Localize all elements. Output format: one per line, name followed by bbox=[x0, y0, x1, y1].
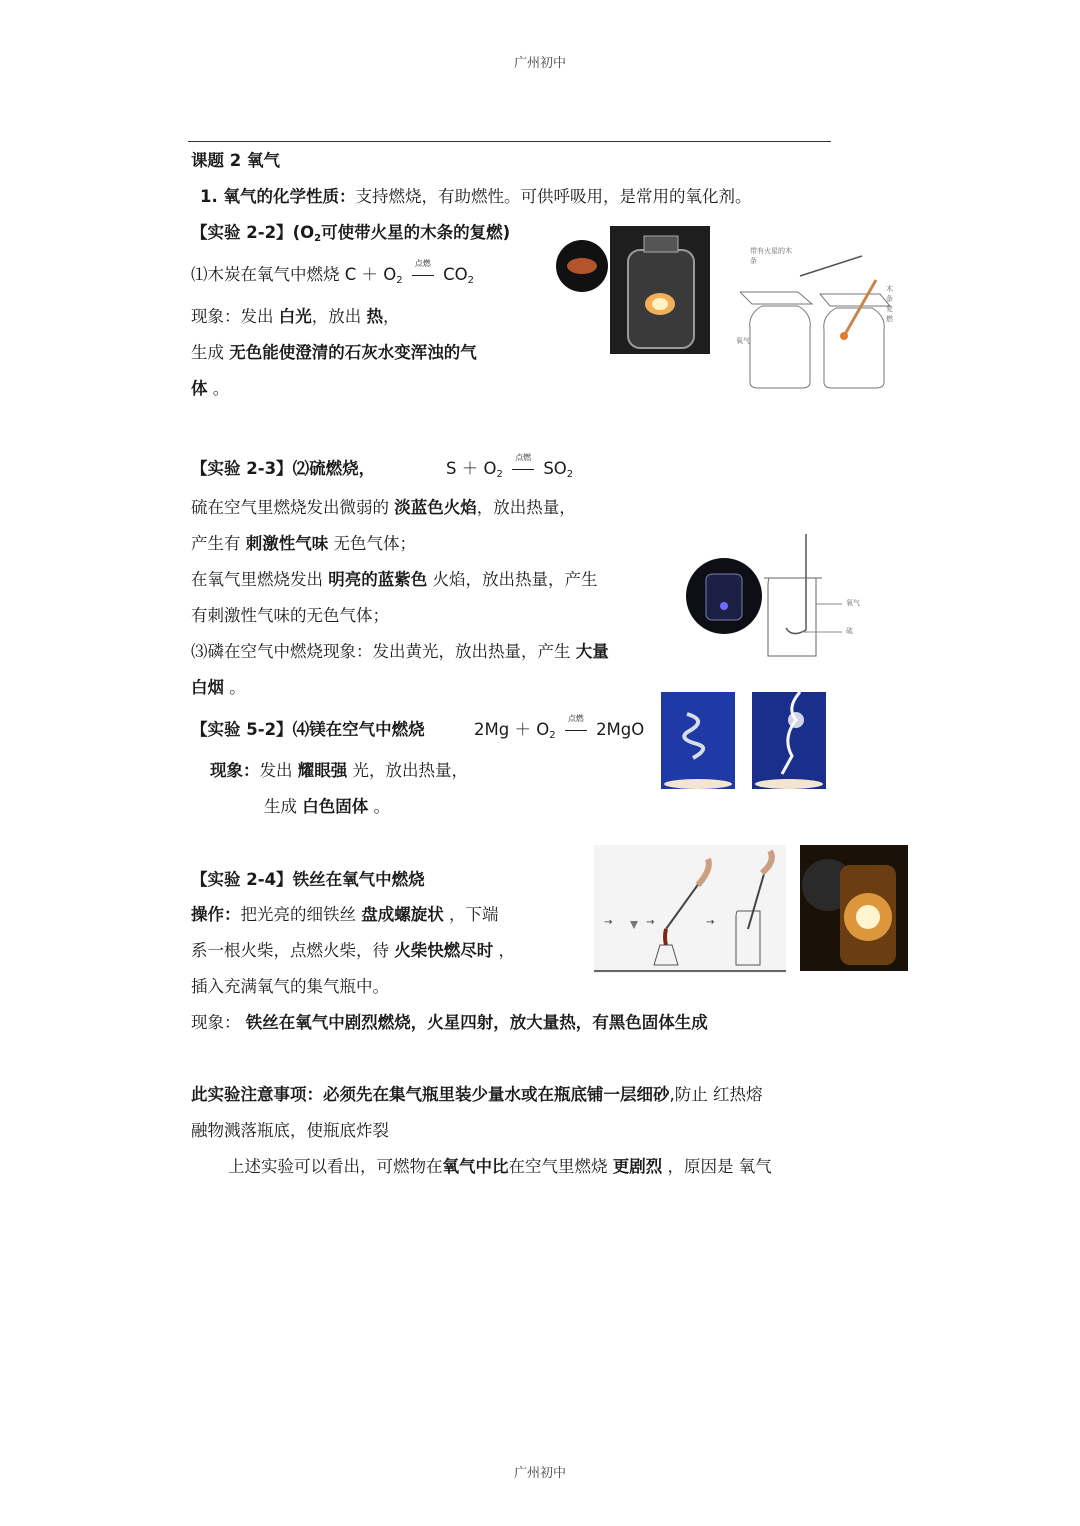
rekindle-label: 木条复燃 bbox=[886, 285, 893, 323]
exp23-line-6: 白烟 。 bbox=[191, 678, 246, 697]
exp23-line-1: 硫在空气里燃烧发出微弱的 淡蓝色火焰，放出热量， bbox=[191, 498, 576, 517]
intro-head: 1. 氧气的化学性质： bbox=[200, 187, 356, 206]
sulfur-label: 硫 bbox=[846, 627, 853, 635]
iron-wire-procedure-illustration bbox=[594, 845, 786, 973]
exp22-heading bbox=[191, 222, 510, 250]
sulfur-burning-photo bbox=[684, 558, 764, 634]
exp52-heading: 【实验 5-2】⑷镁在空气中燃烧 bbox=[191, 720, 425, 739]
reaction-arrow: 点燃 bbox=[561, 719, 591, 741]
sulfur-diagram bbox=[760, 534, 880, 660]
exp22-label: 【实验 2-2】 bbox=[191, 223, 293, 242]
intro-body: 支持燃烧，有助燃性。可供呼吸用，是常用的氧化剂。 bbox=[355, 187, 752, 206]
exp23-line-2: 产生有 刺激性气味 无色气体； bbox=[191, 534, 416, 553]
notice-line-1: 此实验注意事项：必须先在集气瓶里装少量水或在瓶底铺一层细砂,防止 红热熔 bbox=[191, 1085, 763, 1104]
exp23-line-4: 有刺激性气味的无色气体； bbox=[191, 606, 389, 625]
oxygen-label: 氧气 bbox=[846, 599, 860, 607]
exp22-equation: ⑴木炭在氧气中燃烧 $C + O_2$ 点燃 $CO_2$ bbox=[191, 259, 475, 286]
exp24-operation-line-3: 插入充满氧气的集气瓶中。 bbox=[191, 977, 389, 996]
exp22-product-line-2: 体 。 bbox=[191, 379, 230, 398]
page-header: 广州初中 bbox=[513, 56, 566, 71]
magnesium-burning-photo bbox=[752, 692, 826, 789]
exp24-operation-line-2: 系一根火柴，点燃火柴，待 火柴快燃尽时 ， bbox=[191, 941, 515, 960]
splint-diagram bbox=[736, 244, 900, 392]
intro-line bbox=[200, 186, 752, 208]
lesson-title: 课题 2 氧气 bbox=[191, 151, 280, 170]
exp24-heading: 【实验 2-4】铁丝在氧气中燃烧 bbox=[191, 870, 425, 889]
exp52-equation: $2Mg + O_2$ 点燃 2MgO bbox=[474, 714, 645, 741]
reaction-arrow: 点燃 bbox=[408, 264, 438, 286]
splint-label: 带有火星的木条 bbox=[750, 247, 792, 265]
exp24-operation-line-1: 操作：把光亮的细铁丝 盘成螺旋状 ，下端 bbox=[191, 905, 499, 924]
exp24-phenomenon: 现象： 铁丝在氧气中剧烈燃烧，火星四射，放大量热，有黑色固体生成 bbox=[191, 1013, 708, 1032]
exp23-line-3: 在氧气里燃烧发出 明亮的蓝紫色 火焰，放出热量，产生 bbox=[191, 570, 598, 589]
header-rule bbox=[188, 141, 831, 142]
notice-line-2: 融物溅落瓶底，使瓶底炸裂 bbox=[191, 1121, 389, 1140]
exp22-note: ($O_2$可使带火星的木条的复燃) bbox=[292, 223, 511, 244]
svg-text:→: → bbox=[604, 917, 613, 928]
svg-text:→: → bbox=[646, 917, 655, 928]
page-footer: 广州初中 bbox=[513, 1466, 566, 1481]
oxygen-label: 氧气 bbox=[736, 337, 750, 345]
exp22-phenomenon: 现象：发出 白光，放出 热， bbox=[191, 307, 400, 326]
exp23-equation: $S + O_2$ 点燃 $SO_2$ bbox=[446, 453, 574, 480]
summary-line: 上述实验可以看出，可燃物在氧气中比在空气里燃烧 更剧烈 ，原因是 氧气 bbox=[228, 1157, 772, 1176]
exp52-phenomenon: 现象：发出 耀眼强 光，放出热量， bbox=[210, 761, 468, 780]
exp23-line-5: ⑶磷在空气中燃烧现象：发出黄光，放出热量，产生 大量 bbox=[191, 642, 609, 661]
charcoal-burning-photo bbox=[556, 226, 710, 354]
svg-text:→: → bbox=[706, 917, 715, 928]
exp22-product-line: 生成 无色能使澄清的石灰水变浑浊的气 bbox=[191, 343, 477, 362]
magnesium-ribbon-photo bbox=[661, 692, 735, 789]
reaction-arrow: 点燃 bbox=[508, 458, 538, 480]
exp23-heading: 【实验 2-3】⑵硫燃烧， bbox=[191, 459, 376, 478]
exp52-product-line: 生成 白色固体 。 bbox=[264, 797, 390, 816]
iron-wire-burning-photo bbox=[800, 845, 908, 971]
